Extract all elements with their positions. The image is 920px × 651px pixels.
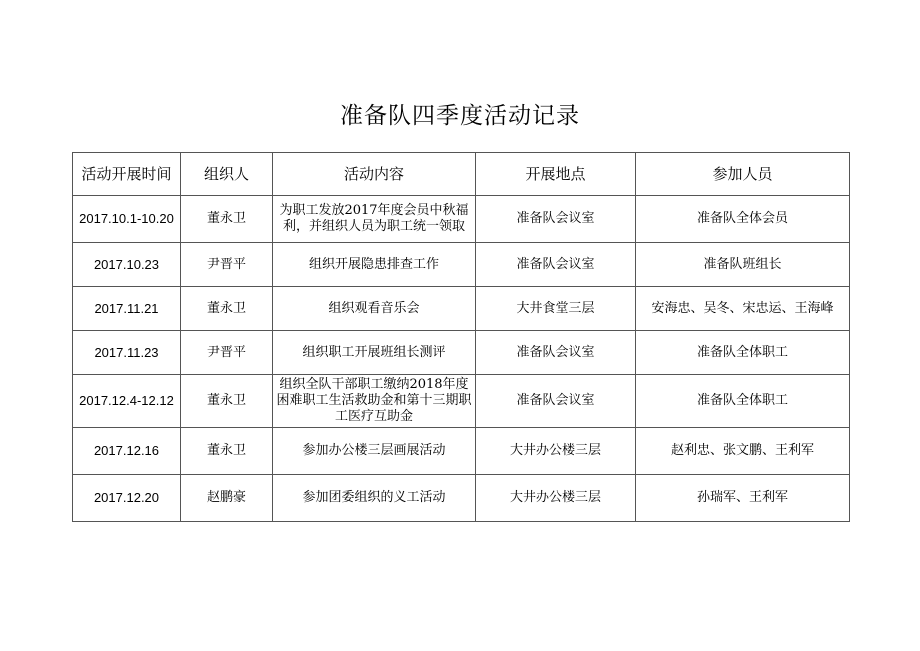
cell-organizer: 董永卫: [181, 428, 273, 475]
cell-participants: 准备队全体会员: [636, 196, 850, 243]
cell-participants: 安海忠、吴冬、宋忠运、王海峰: [636, 287, 850, 331]
cell-participants: 赵利忠、张文鹏、王利军: [636, 428, 850, 475]
cell-organizer: 尹晋平: [181, 243, 273, 287]
cell-location: 准备队会议室: [476, 196, 636, 243]
cell-location: 大井办公楼三层: [476, 475, 636, 522]
cell-date: 2017.12.20: [73, 475, 181, 522]
cell-participants: 准备队全体职工: [636, 331, 850, 375]
cell-organizer: 董永卫: [181, 196, 273, 243]
cell-location: 准备队会议室: [476, 375, 636, 428]
header-participants: 参加人员: [636, 153, 850, 196]
cell-content: 为职工发放2017年度会员中秋福利，并组织人员为职工统一领取: [273, 196, 476, 243]
cell-organizer: 尹晋平: [181, 331, 273, 375]
header-date: 活动开展时间: [73, 153, 181, 196]
cell-participants: 准备队班组长: [636, 243, 850, 287]
header-location: 开展地点: [476, 153, 636, 196]
cell-content: 组织职工开展班组长测评: [273, 331, 476, 375]
cell-date: 2017.11.21: [73, 287, 181, 331]
table-header-row: [73, 153, 850, 196]
cell-location: 准备队会议室: [476, 243, 636, 287]
cell-date: 2017.10.1-10.20: [73, 196, 181, 243]
cell-participants: 准备队全体职工: [636, 375, 850, 428]
header-content: 活动内容: [273, 153, 476, 196]
cell-date: 2017.10.23: [73, 243, 181, 287]
table-row: [73, 243, 850, 287]
cell-location: 大井办公楼三层: [476, 428, 636, 475]
cell-organizer: 董永卫: [181, 287, 273, 331]
cell-date: 2017.12.4-12.12: [73, 375, 181, 428]
table-row: [73, 428, 850, 475]
cell-location: 准备队会议室: [476, 331, 636, 375]
activity-record-table: [72, 152, 850, 522]
cell-location: 大井食堂三层: [476, 287, 636, 331]
cell-content: 组织开展隐患排查工作: [273, 243, 476, 287]
table-row: [73, 196, 850, 243]
cell-content: 参加团委组织的义工活动: [273, 475, 476, 522]
cell-organizer: 董永卫: [181, 375, 273, 428]
cell-organizer: 赵鹏豪: [181, 475, 273, 522]
table-row: [73, 475, 850, 522]
table-row: [73, 375, 850, 428]
cell-content: 组织观看音乐会: [273, 287, 476, 331]
cell-date: 2017.11.23: [73, 331, 181, 375]
table-row: [73, 287, 850, 331]
table-row: [73, 331, 850, 375]
cell-content: 参加办公楼三层画展活动: [273, 428, 476, 475]
cell-content: 组织全队干部职工缴纳2018年度困难职工生活救助金和第十三期职工医疗互助金: [273, 375, 476, 428]
page-title: 准备队四季度活动记录: [340, 103, 580, 129]
cell-participants: 孙瑞军、王利军: [636, 475, 850, 522]
cell-date: 2017.12.16: [73, 428, 181, 475]
header-organizer: 组织人: [181, 153, 273, 196]
